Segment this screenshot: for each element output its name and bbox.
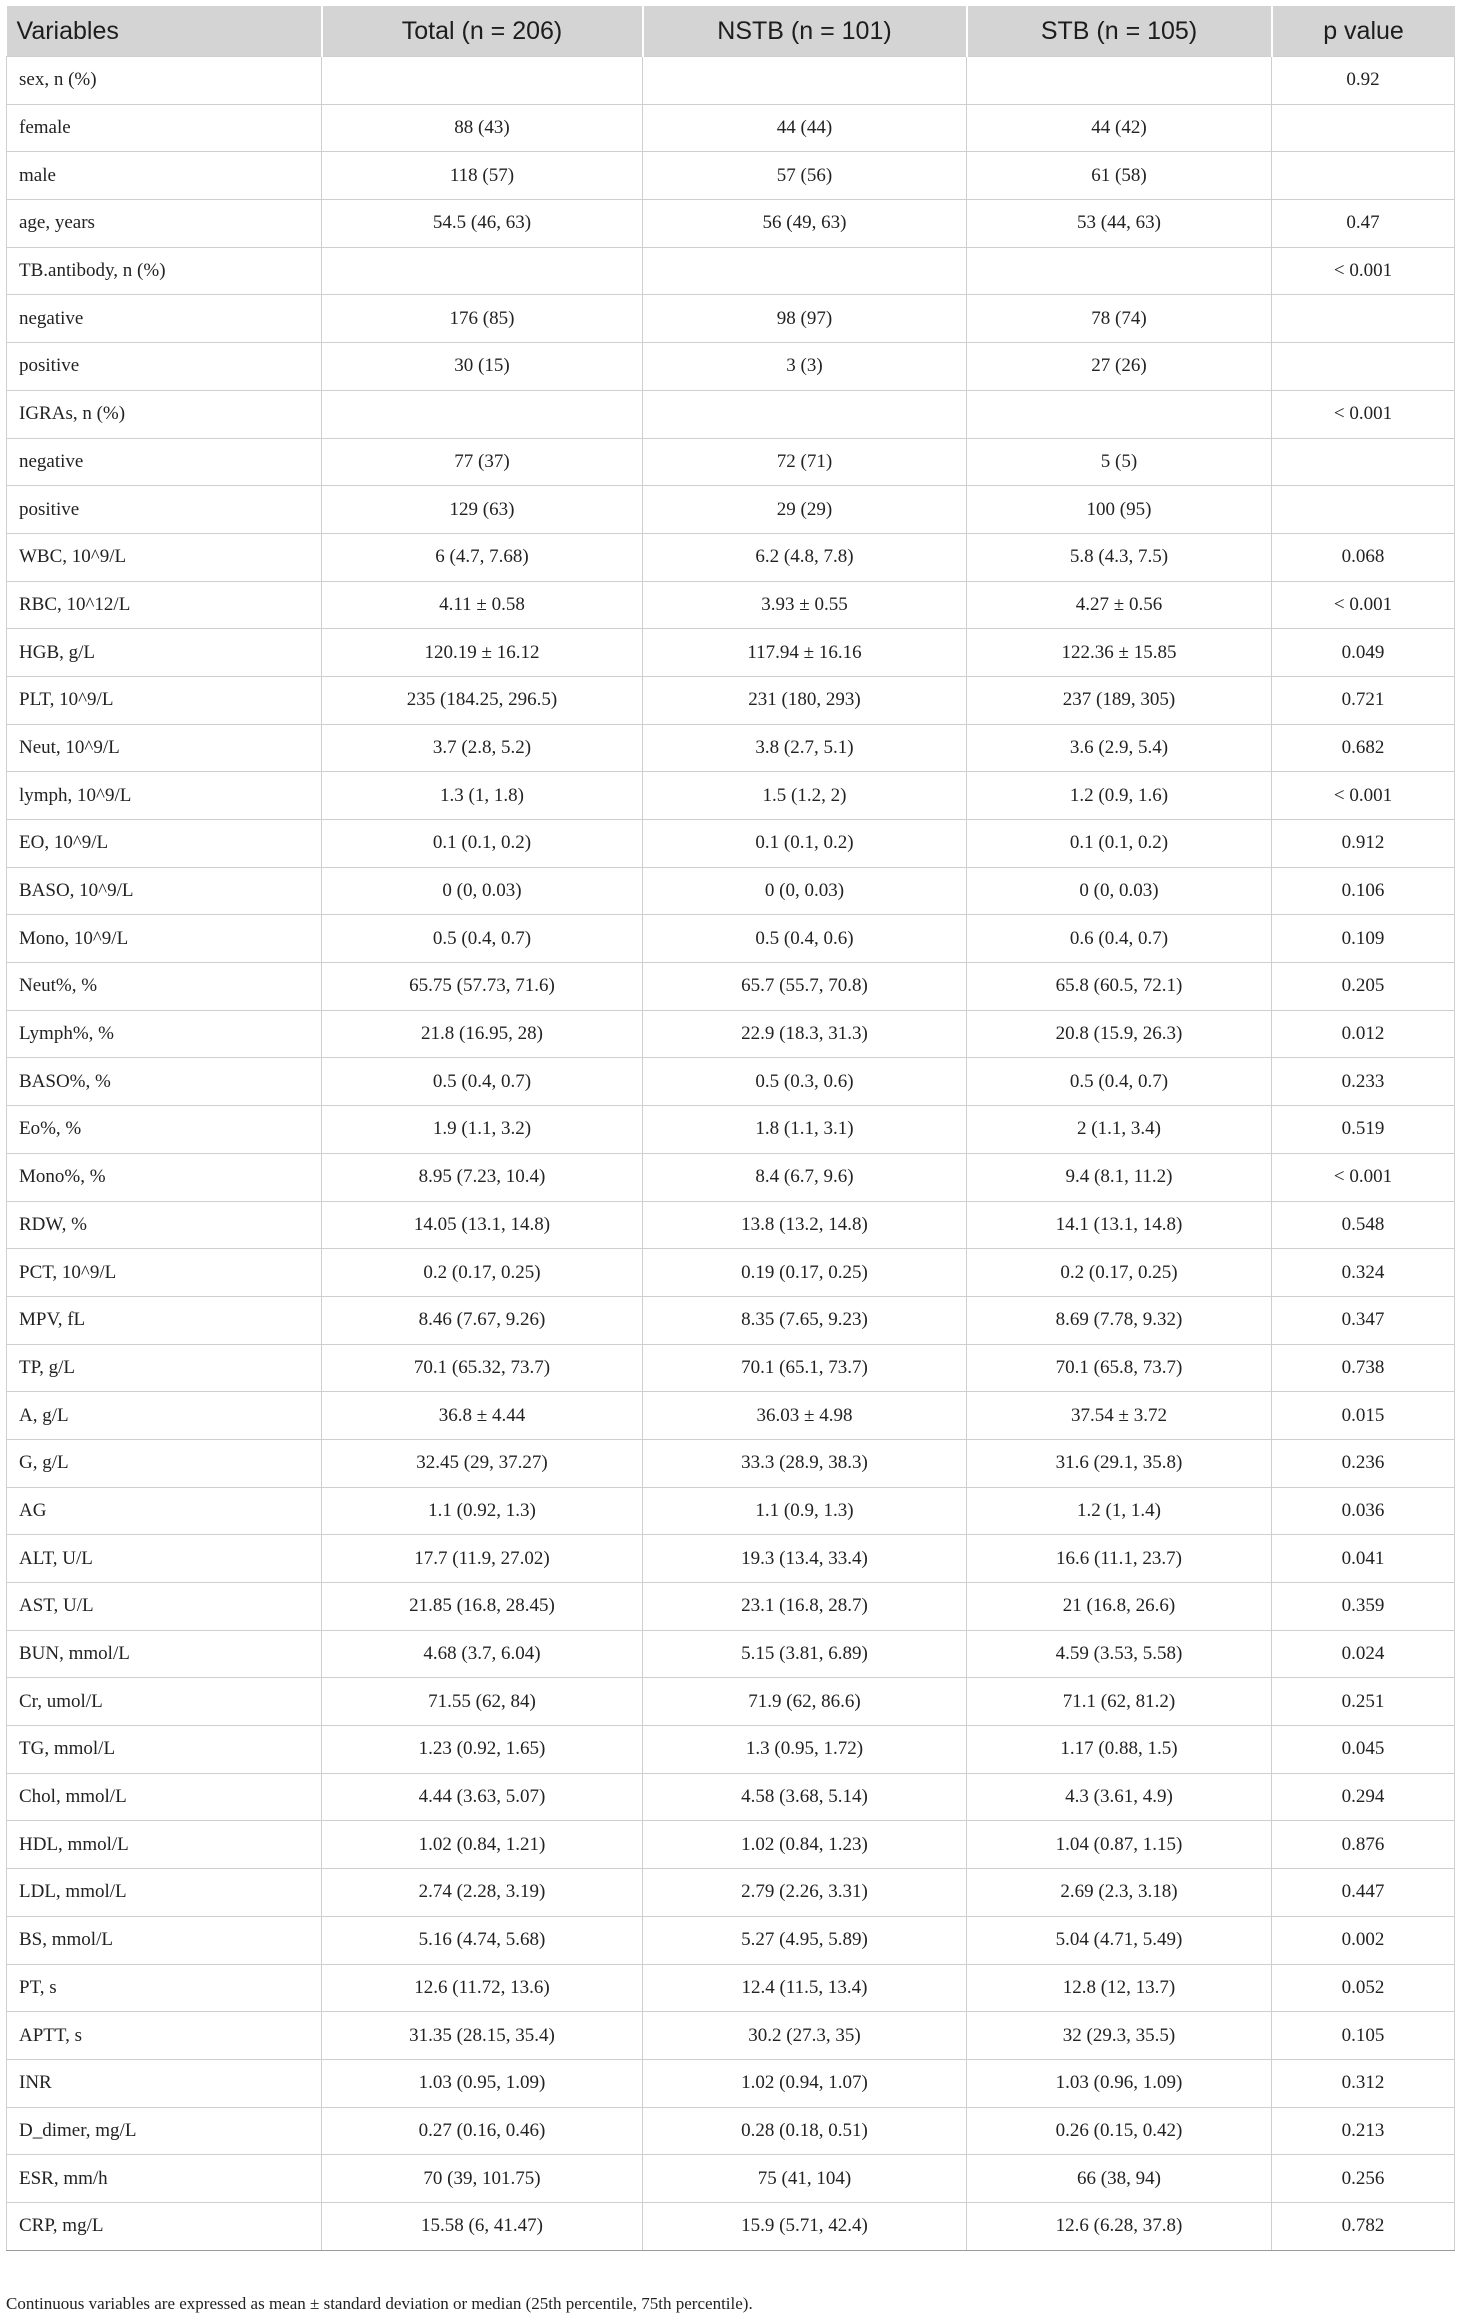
cell-variable: Chol, mmol/L [7, 1773, 322, 1821]
cell-nstb [643, 390, 967, 438]
cell-stb: 71.1 (62, 81.2) [967, 1678, 1272, 1726]
data-table [6, 6, 1455, 2251]
cell-total: 21.85 (16.8, 28.45) [322, 1583, 643, 1631]
cell-variable: PLT, 10^9/L [7, 676, 322, 724]
cell-total: 118 (57) [322, 152, 643, 200]
cell-nstb: 29 (29) [643, 486, 967, 534]
cell-stb: 20.8 (15.9, 26.3) [967, 1010, 1272, 1058]
cell-nstb: 3.8 (2.7, 5.1) [643, 724, 967, 772]
table-row [7, 1249, 1455, 1297]
cell-p-value: < 0.001 [1272, 247, 1455, 295]
table-container [6, 6, 1454, 2251]
cell-nstb: 1.02 (0.84, 1.23) [643, 1821, 967, 1869]
header-variables: Variables [7, 6, 322, 57]
cell-nstb: 13.8 (13.2, 14.8) [643, 1201, 967, 1249]
table-row [7, 1869, 1455, 1917]
cell-nstb: 6.2 (4.8, 7.8) [643, 533, 967, 581]
cell-stb: 61 (58) [967, 152, 1272, 200]
cell-variable: CRP, mg/L [7, 2202, 322, 2250]
table-row [7, 1726, 1455, 1774]
cell-stb: 53 (44, 63) [967, 200, 1272, 248]
cell-p-value: 0.251 [1272, 1678, 1455, 1726]
cell-p-value: 0.213 [1272, 2107, 1455, 2155]
cell-variable: APTT, s [7, 2012, 322, 2060]
cell-total: 0.1 (0.1, 0.2) [322, 820, 643, 868]
table-row [7, 152, 1455, 200]
cell-nstb: 0.5 (0.4, 0.6) [643, 915, 967, 963]
cell-total [322, 247, 643, 295]
cell-total: 65.75 (57.73, 71.6) [322, 963, 643, 1011]
cell-total: 0.27 (0.16, 0.46) [322, 2107, 643, 2155]
table-row [7, 676, 1455, 724]
cell-variable: BASO%, % [7, 1058, 322, 1106]
cell-total: 176 (85) [322, 295, 643, 343]
cell-p-value: 0.049 [1272, 629, 1455, 677]
cell-p-value: 0.912 [1272, 820, 1455, 868]
cell-nstb: 56 (49, 63) [643, 200, 967, 248]
table-row [7, 867, 1455, 915]
cell-variable: RBC, 10^12/L [7, 581, 322, 629]
cell-variable: positive [7, 343, 322, 391]
cell-p-value: 0.324 [1272, 1249, 1455, 1297]
cell-variable: Mono, 10^9/L [7, 915, 322, 963]
cell-variable: lymph, 10^9/L [7, 772, 322, 820]
cell-variable: RDW, % [7, 1201, 322, 1249]
cell-nstb: 0.1 (0.1, 0.2) [643, 820, 967, 868]
cell-p-value: 0.012 [1272, 1010, 1455, 1058]
table-row [7, 1439, 1455, 1487]
cell-p-value: 0.782 [1272, 2202, 1455, 2250]
cell-total: 1.23 (0.92, 1.65) [322, 1726, 643, 1774]
cell-stb: 1.2 (0.9, 1.6) [967, 772, 1272, 820]
cell-stb: 37.54 ± 3.72 [967, 1392, 1272, 1440]
table-row [7, 533, 1455, 581]
cell-variable: WBC, 10^9/L [7, 533, 322, 581]
cell-p-value: 0.519 [1272, 1106, 1455, 1154]
table-row [7, 1535, 1455, 1583]
cell-total: 3.7 (2.8, 5.2) [322, 724, 643, 772]
cell-p-value: 0.105 [1272, 2012, 1455, 2060]
cell-variable: BS, mmol/L [7, 1916, 322, 1964]
cell-p-value [1272, 486, 1455, 534]
cell-nstb: 19.3 (13.4, 33.4) [643, 1535, 967, 1583]
cell-variable: Mono%, % [7, 1153, 322, 1201]
table-row [7, 390, 1455, 438]
cell-p-value: 0.106 [1272, 867, 1455, 915]
cell-stb: 122.36 ± 15.85 [967, 629, 1272, 677]
cell-stb: 0 (0, 0.03) [967, 867, 1272, 915]
cell-variable: PCT, 10^9/L [7, 1249, 322, 1297]
cell-p-value [1272, 438, 1455, 486]
cell-variable: HGB, g/L [7, 629, 322, 677]
cell-total: 36.8 ± 4.44 [322, 1392, 643, 1440]
cell-variable: ESR, mm/h [7, 2155, 322, 2203]
cell-p-value: 0.47 [1272, 200, 1455, 248]
cell-stb: 65.8 (60.5, 72.1) [967, 963, 1272, 1011]
cell-total: 6 (4.7, 7.68) [322, 533, 643, 581]
table-row [7, 1296, 1455, 1344]
cell-total: 4.68 (3.7, 6.04) [322, 1630, 643, 1678]
cell-variable: HDL, mmol/L [7, 1821, 322, 1869]
table-row [7, 1487, 1455, 1535]
cell-stb: 78 (74) [967, 295, 1272, 343]
cell-p-value: 0.876 [1272, 1821, 1455, 1869]
cell-stb: 66 (38, 94) [967, 2155, 1272, 2203]
cell-stb: 2 (1.1, 3.4) [967, 1106, 1272, 1154]
table-row [7, 2202, 1455, 2250]
cell-nstb: 71.9 (62, 86.6) [643, 1678, 967, 1726]
cell-stb: 1.03 (0.96, 1.09) [967, 2059, 1272, 2107]
cell-stb: 27 (26) [967, 343, 1272, 391]
cell-total: 12.6 (11.72, 13.6) [322, 1964, 643, 2012]
cell-p-value: 0.721 [1272, 676, 1455, 724]
cell-variable: Eo%, % [7, 1106, 322, 1154]
cell-total: 1.9 (1.1, 3.2) [322, 1106, 643, 1154]
cell-total: 71.55 (62, 84) [322, 1678, 643, 1726]
cell-total: 0.5 (0.4, 0.7) [322, 1058, 643, 1106]
cell-stb: 44 (42) [967, 104, 1272, 152]
cell-variable: EO, 10^9/L [7, 820, 322, 868]
cell-nstb: 98 (97) [643, 295, 967, 343]
cell-stb: 4.3 (3.61, 4.9) [967, 1773, 1272, 1821]
cell-stb: 5.8 (4.3, 7.5) [967, 533, 1272, 581]
cell-nstb: 5.15 (3.81, 6.89) [643, 1630, 967, 1678]
cell-p-value: 0.024 [1272, 1630, 1455, 1678]
cell-total: 15.58 (6, 41.47) [322, 2202, 643, 2250]
cell-stb: 0.1 (0.1, 0.2) [967, 820, 1272, 868]
cell-total: 4.44 (3.63, 5.07) [322, 1773, 643, 1821]
cell-total: 8.95 (7.23, 10.4) [322, 1153, 643, 1201]
cell-nstb: 8.35 (7.65, 9.23) [643, 1296, 967, 1344]
cell-nstb: 3.93 ± 0.55 [643, 581, 967, 629]
cell-variable: BASO, 10^9/L [7, 867, 322, 915]
cell-stb: 3.6 (2.9, 5.4) [967, 724, 1272, 772]
cell-p-value: 0.92 [1272, 57, 1455, 105]
cell-stb: 14.1 (13.1, 14.8) [967, 1201, 1272, 1249]
table-row [7, 343, 1455, 391]
cell-stb: 4.59 (3.53, 5.58) [967, 1630, 1272, 1678]
cell-stb: 0.6 (0.4, 0.7) [967, 915, 1272, 963]
cell-nstb: 33.3 (28.9, 38.3) [643, 1439, 967, 1487]
header-stb: STB (n = 105) [967, 6, 1272, 57]
table-row [7, 1201, 1455, 1249]
cell-nstb: 1.3 (0.95, 1.72) [643, 1726, 967, 1774]
table-row [7, 486, 1455, 534]
cell-total: 0 (0, 0.03) [322, 867, 643, 915]
cell-p-value: 0.205 [1272, 963, 1455, 1011]
cell-nstb: 1.8 (1.1, 3.1) [643, 1106, 967, 1154]
cell-p-value [1272, 152, 1455, 200]
cell-nstb: 1.5 (1.2, 2) [643, 772, 967, 820]
cell-total: 8.46 (7.67, 9.26) [322, 1296, 643, 1344]
cell-total: 2.74 (2.28, 3.19) [322, 1869, 643, 1917]
cell-p-value: 0.256 [1272, 2155, 1455, 2203]
cell-variable: MPV, fL [7, 1296, 322, 1344]
cell-nstb: 75 (41, 104) [643, 2155, 967, 2203]
cell-total: 88 (43) [322, 104, 643, 152]
cell-p-value: 0.447 [1272, 1869, 1455, 1917]
table-row [7, 1344, 1455, 1392]
cell-p-value: 0.036 [1272, 1487, 1455, 1535]
cell-variable: Neut%, % [7, 963, 322, 1011]
table-row [7, 772, 1455, 820]
table-row [7, 1630, 1455, 1678]
table-row [7, 1916, 1455, 1964]
cell-variable: BUN, mmol/L [7, 1630, 322, 1678]
header-total: Total (n = 206) [322, 6, 643, 57]
cell-nstb: 0.5 (0.3, 0.6) [643, 1058, 967, 1106]
cell-nstb: 44 (44) [643, 104, 967, 152]
cell-p-value: 0.312 [1272, 2059, 1455, 2107]
cell-p-value: 0.236 [1272, 1439, 1455, 1487]
cell-stb: 5.04 (4.71, 5.49) [967, 1916, 1272, 1964]
cell-nstb [643, 57, 967, 105]
cell-nstb: 65.7 (55.7, 70.8) [643, 963, 967, 1011]
table-row [7, 2107, 1455, 2155]
cell-total [322, 390, 643, 438]
cell-stb: 1.17 (0.88, 1.5) [967, 1726, 1272, 1774]
cell-stb: 12.8 (12, 13.7) [967, 1964, 1272, 2012]
table-row [7, 1678, 1455, 1726]
cell-total: 0.5 (0.4, 0.7) [322, 915, 643, 963]
cell-stb: 1.2 (1, 1.4) [967, 1487, 1272, 1535]
cell-stb: 0.26 (0.15, 0.42) [967, 2107, 1272, 2155]
cell-p-value: 0.041 [1272, 1535, 1455, 1583]
cell-nstb: 3 (3) [643, 343, 967, 391]
cell-total: 129 (63) [322, 486, 643, 534]
cell-variable: AG [7, 1487, 322, 1535]
cell-total: 30 (15) [322, 343, 643, 391]
cell-stb: 12.6 (6.28, 37.8) [967, 2202, 1272, 2250]
cell-variable: IGRAs, n (%) [7, 390, 322, 438]
cell-total: 70 (39, 101.75) [322, 2155, 643, 2203]
cell-variable: ALT, U/L [7, 1535, 322, 1583]
table-row [7, 2012, 1455, 2060]
cell-total: 4.11 ± 0.58 [322, 581, 643, 629]
table-footnote: Continuous variables are expressed as mean ± standard deviation or median (25th percentile, 75th percentile). [6, 2294, 753, 2313]
cell-stb: 0.2 (0.17, 0.25) [967, 1249, 1272, 1297]
cell-variable: AST, U/L [7, 1583, 322, 1631]
table-row [7, 1010, 1455, 1058]
cell-total: 235 (184.25, 296.5) [322, 676, 643, 724]
header-nstb: NSTB (n = 101) [643, 6, 967, 57]
header-p-value: p value [1272, 6, 1455, 57]
cell-nstb: 57 (56) [643, 152, 967, 200]
table-row [7, 2059, 1455, 2107]
cell-stb: 4.27 ± 0.56 [967, 581, 1272, 629]
table-row [7, 724, 1455, 772]
cell-nstb: 8.4 (6.7, 9.6) [643, 1153, 967, 1201]
cell-p-value [1272, 343, 1455, 391]
table-row [7, 1058, 1455, 1106]
cell-nstb: 12.4 (11.5, 13.4) [643, 1964, 967, 2012]
cell-variable: Neut, 10^9/L [7, 724, 322, 772]
table-row [7, 200, 1455, 248]
cell-stb [967, 247, 1272, 295]
cell-nstb: 23.1 (16.8, 28.7) [643, 1583, 967, 1631]
cell-p-value [1272, 104, 1455, 152]
cell-total: 5.16 (4.74, 5.68) [322, 1916, 643, 1964]
table-row [7, 2155, 1455, 2203]
cell-variable: A, g/L [7, 1392, 322, 1440]
cell-p-value: 0.359 [1272, 1583, 1455, 1631]
cell-stb: 2.69 (2.3, 3.18) [967, 1869, 1272, 1917]
cell-variable: PT, s [7, 1964, 322, 2012]
cell-stb: 8.69 (7.78, 9.32) [967, 1296, 1272, 1344]
cell-total [322, 57, 643, 105]
table-body [7, 57, 1455, 2251]
cell-p-value: 0.682 [1272, 724, 1455, 772]
cell-p-value: 0.347 [1272, 1296, 1455, 1344]
cell-p-value: 0.052 [1272, 1964, 1455, 2012]
cell-p-value: 0.068 [1272, 533, 1455, 581]
cell-variable: TP, g/L [7, 1344, 322, 1392]
cell-stb [967, 390, 1272, 438]
cell-total: 14.05 (13.1, 14.8) [322, 1201, 643, 1249]
cell-total: 1.1 (0.92, 1.3) [322, 1487, 643, 1535]
cell-variable: age, years [7, 200, 322, 248]
cell-p-value: 0.233 [1272, 1058, 1455, 1106]
cell-p-value: < 0.001 [1272, 1153, 1455, 1201]
cell-stb: 32 (29.3, 35.5) [967, 2012, 1272, 2060]
header-row [7, 6, 1455, 57]
cell-total: 1.3 (1, 1.8) [322, 772, 643, 820]
cell-stb: 9.4 (8.1, 11.2) [967, 1153, 1272, 1201]
table-row [7, 1821, 1455, 1869]
cell-total: 1.02 (0.84, 1.21) [322, 1821, 643, 1869]
cell-variable: positive [7, 486, 322, 534]
cell-variable: female [7, 104, 322, 152]
table-row [7, 104, 1455, 152]
cell-p-value: 0.109 [1272, 915, 1455, 963]
cell-variable: G, g/L [7, 1439, 322, 1487]
cell-nstb: 231 (180, 293) [643, 676, 967, 724]
cell-nstb: 117.94 ± 16.16 [643, 629, 967, 677]
cell-nstb: 22.9 (18.3, 31.3) [643, 1010, 967, 1058]
table-row [7, 581, 1455, 629]
cell-stb: 0.5 (0.4, 0.7) [967, 1058, 1272, 1106]
cell-nstb: 0 (0, 0.03) [643, 867, 967, 915]
cell-nstb [643, 247, 967, 295]
cell-nstb: 72 (71) [643, 438, 967, 486]
cell-total: 17.7 (11.9, 27.02) [322, 1535, 643, 1583]
cell-nstb: 30.2 (27.3, 35) [643, 2012, 967, 2060]
cell-nstb: 0.19 (0.17, 0.25) [643, 1249, 967, 1297]
table-row [7, 1106, 1455, 1154]
cell-variable: INR [7, 2059, 322, 2107]
cell-total: 120.19 ± 16.12 [322, 629, 643, 677]
cell-variable: Cr, umol/L [7, 1678, 322, 1726]
cell-nstb: 0.28 (0.18, 0.51) [643, 2107, 967, 2155]
table-row [7, 57, 1455, 105]
cell-nstb: 1.02 (0.94, 1.07) [643, 2059, 967, 2107]
cell-nstb: 70.1 (65.1, 73.7) [643, 1344, 967, 1392]
table-row [7, 295, 1455, 343]
cell-nstb: 1.1 (0.9, 1.3) [643, 1487, 967, 1535]
cell-nstb: 36.03 ± 4.98 [643, 1392, 967, 1440]
cell-p-value: < 0.001 [1272, 581, 1455, 629]
cell-nstb: 5.27 (4.95, 5.89) [643, 1916, 967, 1964]
cell-total: 77 (37) [322, 438, 643, 486]
cell-p-value: < 0.001 [1272, 772, 1455, 820]
cell-total: 54.5 (46, 63) [322, 200, 643, 248]
cell-stb: 100 (95) [967, 486, 1272, 534]
cell-stb: 31.6 (29.1, 35.8) [967, 1439, 1272, 1487]
cell-nstb: 15.9 (5.71, 42.4) [643, 2202, 967, 2250]
cell-total: 0.2 (0.17, 0.25) [322, 1249, 643, 1297]
table-header [7, 6, 1455, 57]
cell-variable: sex, n (%) [7, 57, 322, 105]
table-row [7, 1153, 1455, 1201]
cell-p-value: 0.015 [1272, 1392, 1455, 1440]
table-row [7, 820, 1455, 868]
cell-total: 70.1 (65.32, 73.7) [322, 1344, 643, 1392]
cell-stb: 70.1 (65.8, 73.7) [967, 1344, 1272, 1392]
cell-variable: D_dimer, mg/L [7, 2107, 322, 2155]
table-row [7, 1583, 1455, 1631]
cell-variable: negative [7, 438, 322, 486]
cell-total: 31.35 (28.15, 35.4) [322, 2012, 643, 2060]
table-row [7, 247, 1455, 295]
cell-total: 1.03 (0.95, 1.09) [322, 2059, 643, 2107]
table-row [7, 1964, 1455, 2012]
cell-stb [967, 57, 1272, 105]
cell-p-value [1272, 295, 1455, 343]
table-row [7, 1773, 1455, 1821]
cell-stb: 21 (16.8, 26.6) [967, 1583, 1272, 1631]
cell-p-value: 0.002 [1272, 1916, 1455, 1964]
cell-p-value: 0.548 [1272, 1201, 1455, 1249]
cell-total: 21.8 (16.95, 28) [322, 1010, 643, 1058]
cell-variable: negative [7, 295, 322, 343]
cell-variable: TB.antibody, n (%) [7, 247, 322, 295]
cell-stb: 237 (189, 305) [967, 676, 1272, 724]
cell-p-value: 0.045 [1272, 1726, 1455, 1774]
table-row [7, 1392, 1455, 1440]
table-row [7, 963, 1455, 1011]
cell-p-value: 0.738 [1272, 1344, 1455, 1392]
cell-p-value: < 0.001 [1272, 390, 1455, 438]
cell-stb: 1.04 (0.87, 1.15) [967, 1821, 1272, 1869]
cell-total: 32.45 (29, 37.27) [322, 1439, 643, 1487]
cell-variable: Lymph%, % [7, 1010, 322, 1058]
cell-variable: LDL, mmol/L [7, 1869, 322, 1917]
cell-p-value: 0.294 [1272, 1773, 1455, 1821]
table-row [7, 915, 1455, 963]
table-row [7, 438, 1455, 486]
cell-nstb: 4.58 (3.68, 5.14) [643, 1773, 967, 1821]
cell-variable: male [7, 152, 322, 200]
cell-stb: 5 (5) [967, 438, 1272, 486]
table-row [7, 629, 1455, 677]
cell-stb: 16.6 (11.1, 23.7) [967, 1535, 1272, 1583]
cell-nstb: 2.79 (2.26, 3.31) [643, 1869, 967, 1917]
cell-variable: TG, mmol/L [7, 1726, 322, 1774]
